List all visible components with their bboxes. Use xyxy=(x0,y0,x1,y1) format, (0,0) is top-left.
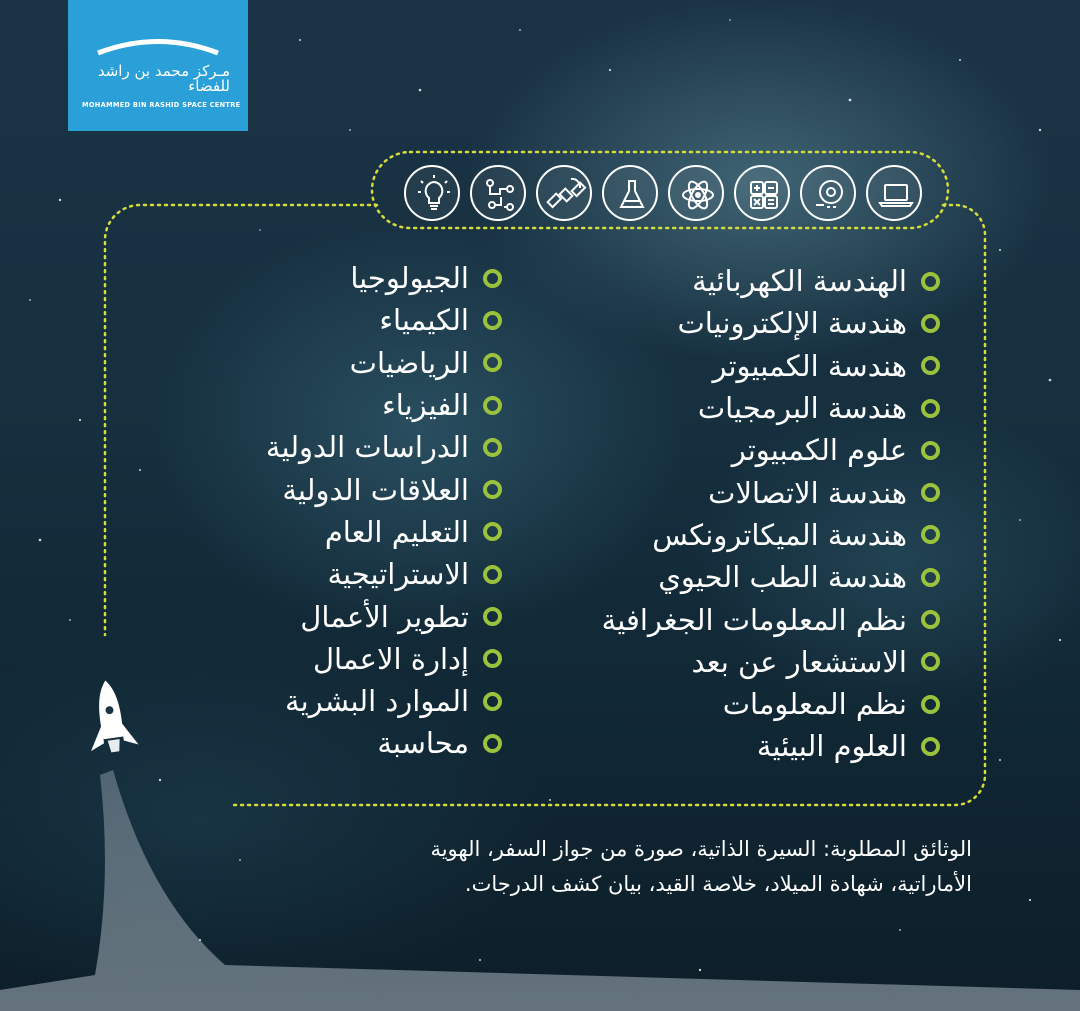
documents-line-1: الوثائق المطلوبة: السيرة الذاتية، صورة من جواز السفر، الهوية xyxy=(430,837,972,861)
list-item: محاسبة xyxy=(266,722,502,764)
list-item: نظم المعلومات الجغرافية xyxy=(602,598,940,640)
list-item: الجيولوجيا xyxy=(266,257,502,299)
list-item: نظم المعلومات xyxy=(602,683,940,725)
list-item: هندسة الاتصالات xyxy=(602,471,940,513)
list-item: هندسة الطب الحيوي xyxy=(602,556,940,598)
list-item: علوم الكمبيوتر xyxy=(602,429,940,471)
list-item: الموارد البشرية xyxy=(266,680,502,722)
list-item: هندسة البرمجيات xyxy=(602,387,940,429)
list-item: هندسة الكمبيوتر xyxy=(602,345,940,387)
list-item: الرياضيات xyxy=(266,342,502,384)
logo-english-name: MOHAMMED BIN RASHID SPACE CENTRE xyxy=(82,101,241,109)
list-item: الهندسة الكهربائية xyxy=(602,260,940,302)
list-item: هندسة الميكاترونكس xyxy=(602,514,940,556)
list-item: إدارة الاعمال xyxy=(266,638,502,680)
list-item: العلاقات الدولية xyxy=(266,468,502,510)
list-item: الكيمياء xyxy=(266,299,502,341)
list-item: الاستشعار عن بعد xyxy=(602,641,940,683)
list-item: الاستراتيجية xyxy=(266,553,502,595)
list-item: هندسة الإلكترونيات xyxy=(602,302,940,344)
documents-line-2: الأماراتية، شهادة الميلاد، خلاصة القيد، بيان كشف الدرجات. xyxy=(464,872,972,896)
exhaust-trail xyxy=(0,770,1080,1011)
list-item: الفيزياء xyxy=(266,384,502,426)
logo-arabic-name: مـركز محمد بن راشد للفضاء xyxy=(97,62,230,95)
list-item: العلوم البيئية xyxy=(602,725,940,767)
list-item: تطوير الأعمال xyxy=(266,595,502,637)
list-item: الدراسات الدولية xyxy=(266,426,502,468)
list-item: التعليم العام xyxy=(266,511,502,553)
rocket-icon xyxy=(82,677,140,755)
